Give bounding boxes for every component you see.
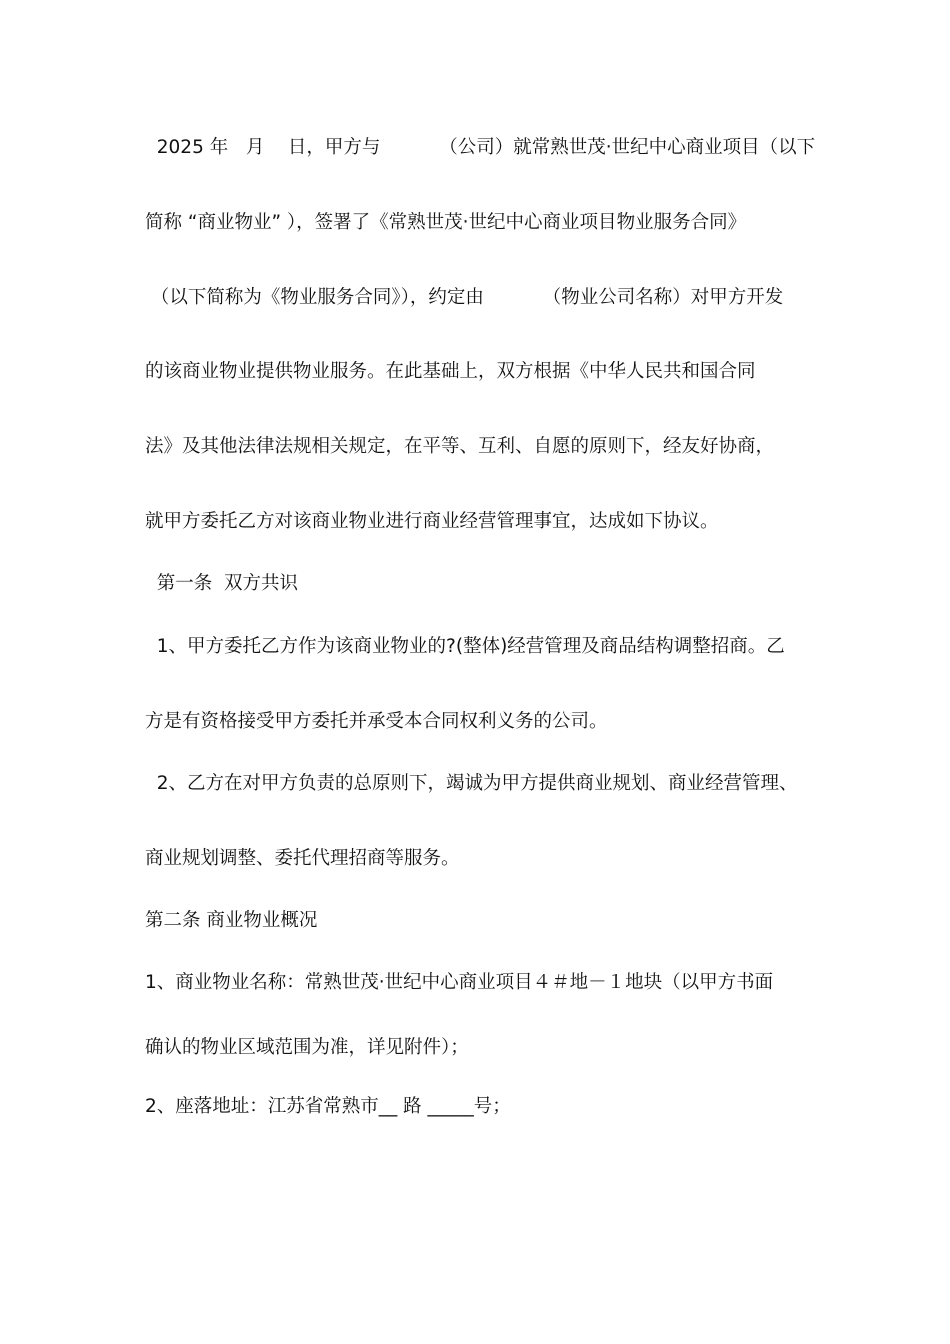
paragraph-line: 简称 “商业物业” ），签署了《常熟世茂·世纪中心商业项目物业服务合同》: [145, 212, 747, 233]
paragraph-line: （以下简称为《物业服务合同》），约定由 （物业公司名称）对甲方开发: [145, 287, 784, 308]
paragraph-line: 2025 年 月 日，甲方与 （公司）就常熟世茂·世纪中心商业项目（以下: [145, 137, 816, 158]
paragraph-line: 的该商业物业提供物业服务。在此基础上，双方根据《中华人民共和国合同: [145, 361, 756, 382]
paragraph-line: 法》及其他法律法规相关规定，在平等、互利、自愿的原则下，经友好协商，: [145, 436, 775, 457]
section-heading: 第二条 商业物业概况: [145, 910, 318, 931]
paragraph-line: 2、乙方在对甲方负责的总原则下，竭诚为甲方提供商业规划、商业经营管理、: [145, 773, 798, 794]
paragraph-line: 1、甲方委托乙方作为该商业物业的?(整体)经营管理及商品结构调整招商。乙: [145, 636, 785, 657]
paragraph-line: 就甲方委托乙方对该商业物业进行商业经营管理事宜，达成如下协议。: [145, 511, 719, 532]
paragraph-line: 方是有资格接受甲方委托并承受本合同权利义务的公司。: [145, 711, 608, 732]
paragraph-line: 确认的物业区域范围为准，详见附件）；: [145, 1037, 469, 1058]
paragraph-line: 1、商业物业名称：常熟世茂·世纪中心商业项目４＃地－１地块（以甲方书面: [145, 972, 774, 993]
section-heading: 第一条 双方共识: [145, 573, 299, 594]
paragraph-line: 商业规划调整、委托代理招商等服务。: [145, 848, 460, 869]
paragraph-line: 2、座落地址：江苏省常熟市__ 路 _____号；: [145, 1096, 511, 1117]
